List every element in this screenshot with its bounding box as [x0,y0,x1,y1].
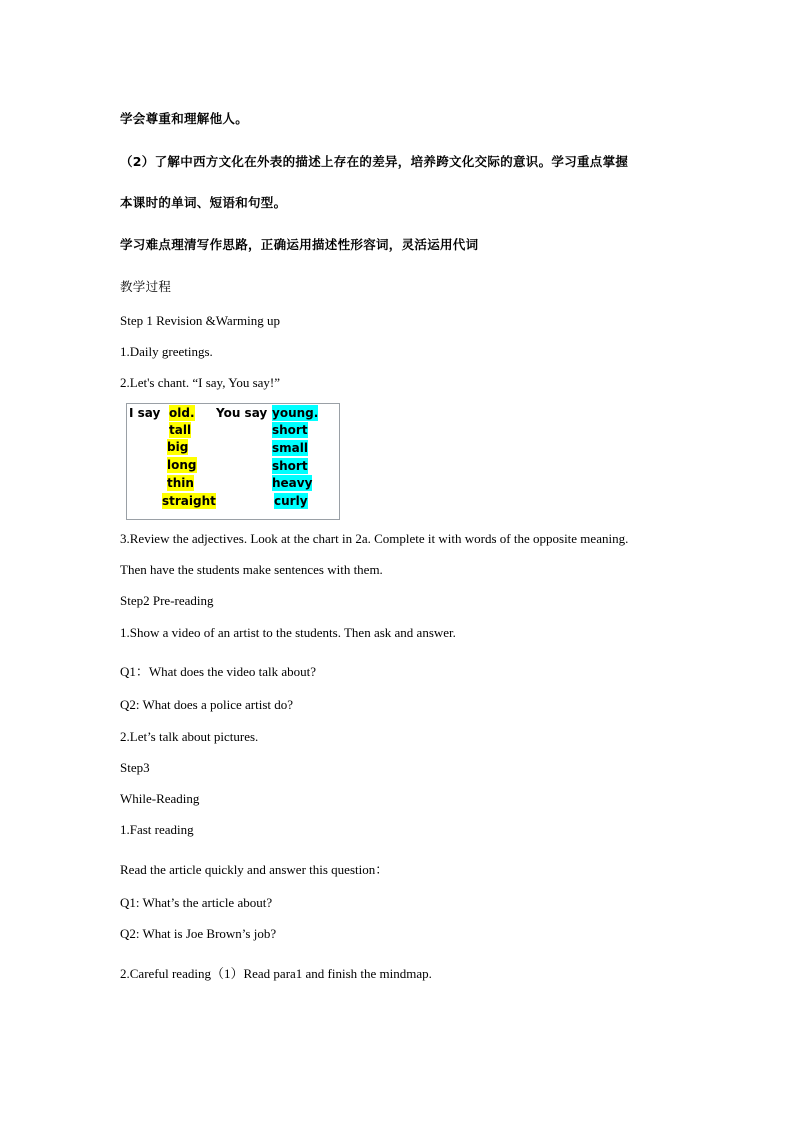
step3-item-1: 1.Fast reading [120,822,194,837]
left-word-big: big [167,440,189,454]
step2-item-2: 2.Let’s talk about pictures. [120,729,259,744]
step1-item-2: 2.Let's chant. “I say, You say!” [120,375,280,390]
left-word-straight: straight [162,494,216,508]
right-word-young: young. [272,406,319,420]
objective-line-3: 本课时的单词、短语和句型。 [120,195,287,210]
step2-question-2: Q2: What does a police artist do? [120,697,294,712]
left-word-tall: tall [169,423,192,437]
left-word-old: old. [169,406,195,420]
right-word-heavy: heavy [272,476,313,490]
right-word-short: short [272,423,308,437]
step2-question-1: Q1：What does the video talk about? [120,664,317,679]
step2-title: Step2 Pre-reading [120,593,214,608]
you-say-label: You say [216,406,268,420]
difficulty-line: 学习难点理清写作思路，正确运用描述性形容词，灵活运用代词 [120,237,479,252]
objective-line-2: （2）了解中西方文化在外表的描述上存在的差异，培养跨文化交际的意识。学习重点掌握 [120,154,629,169]
i-say-label: I say [129,406,161,420]
objective-line-1: 学会尊重和理解他人。 [120,111,249,126]
step3-subtitle: While-Reading [120,791,200,806]
right-word-small: small [272,441,308,455]
left-word-thin: thin [167,476,194,490]
left-word-long: long [167,458,197,472]
right-word-short-2: short [272,459,308,473]
step3-item-2: 2.Careful reading（1）Read para1 and finish the mindmap. [120,966,432,981]
process-title: 教学过程 [120,279,172,294]
chant-box [126,403,340,520]
step3-title: Step3 [120,760,150,775]
step1-item-3-line-2: Then have the students make sentences with them. [120,562,383,577]
step3-instruction: Read the article quickly and answer this question： [120,862,389,877]
step1-item-3-line-1: 3.Review the adjectives. Look at the chart in 2a. Complete it with words of the opposite meaning. [120,531,629,546]
right-word-curly: curly [274,494,308,508]
step2-item-1: 1.Show a video of an artist to the students. Then ask and answer. [120,625,456,640]
step3-question-1: Q1: What’s the article about? [120,895,273,910]
step3-question-2: Q2: What is Joe Brown’s job? [120,926,277,941]
step1-title: Step 1 Revision &Warming up [120,313,280,328]
step1-item-1: 1.Daily greetings. [120,344,213,359]
